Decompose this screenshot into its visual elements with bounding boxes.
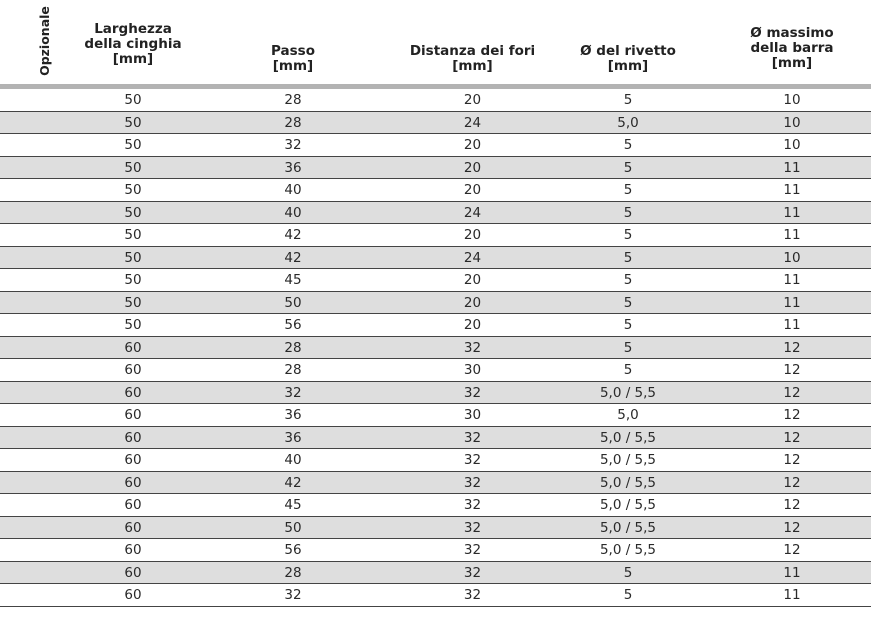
pitch-cell: 45 [284,497,302,513]
max-bar-diameter-cell: 12 [783,407,801,423]
hole-distance-cell: 32 [463,384,482,401]
pitch-cell: 32 [284,137,302,153]
optional-cell [0,202,52,224]
rivet-diameter-cell: 5,0 / 5,5 [599,519,657,536]
header-hole-distance-line1: Distanza dei fori [409,43,536,59]
hole-distance-cell: 20 [463,182,482,198]
table-row [0,427,871,450]
max-bar-diameter-cell: 11 [783,182,801,198]
belt-width-cell: 60 [124,362,142,378]
rivet-diameter-cell: 5 [623,362,633,378]
header-rivet-diameter-line2: [mm] [607,58,649,74]
hole-distance-cell: 32 [463,519,482,536]
belt-width-cell: 60 [124,474,142,491]
max-bar-diameter-cell: 12 [783,384,801,401]
pitch-cell: 56 [284,542,302,558]
rivet-diameter-cell: 5 [623,294,633,311]
pitch-cell: 28 [284,92,302,108]
optional-cell [0,89,52,111]
rivet-diameter-cell: 5 [623,339,633,356]
rivet-diameter-cell: 5,0 / 5,5 [599,429,657,446]
table-row [0,494,871,517]
hole-distance-cell: 30 [463,362,482,378]
header-rivet-diameter [553,44,703,74]
header-belt-width-line3: [mm] [112,51,154,67]
pitch-cell: 42 [284,249,302,266]
optional-cell [0,359,52,381]
max-bar-diameter-cell: 10 [783,249,801,266]
optional-cell [0,472,52,494]
header-pitch-line1: Passo [271,43,315,59]
belt-width-cell: 50 [124,114,142,131]
optional-cell [0,247,52,269]
belt-width-cell: 50 [124,272,142,288]
hole-distance-cell: 20 [463,317,482,333]
rivet-diameter-cell: 5 [623,249,633,266]
optional-cell [0,314,52,336]
header-max-bar-diameter-line3: [mm] [771,55,813,71]
hole-distance-cell: 32 [463,497,482,513]
belt-width-cell: 60 [124,564,142,581]
header-belt-width [58,22,208,67]
hole-distance-cell: 24 [463,114,482,131]
pitch-cell: 28 [284,362,302,378]
table-row [0,584,871,607]
table-row [0,404,871,427]
header-pitch [218,44,368,74]
table-body [0,89,871,607]
header-optional [0,0,52,85]
table-row [0,179,871,202]
hole-distance-cell: 32 [463,429,482,446]
header-max-bar-diameter-line1: Ø massimo [750,25,834,41]
hole-distance-cell: 20 [463,92,482,108]
header-belt-width-line1: Larghezza [94,21,172,37]
max-bar-diameter-cell: 11 [783,564,801,581]
table-row [0,292,871,315]
pitch-cell: 40 [284,204,302,221]
max-bar-diameter-cell: 10 [783,92,801,108]
table-row [0,382,871,405]
pitch-cell: 28 [284,564,302,581]
optional-cell [0,382,52,404]
hole-distance-cell: 30 [463,407,482,423]
belt-width-cell: 50 [124,182,142,198]
table-row [0,337,871,360]
optional-cell [0,134,52,156]
table-row [0,202,871,225]
pitch-cell: 45 [284,272,302,288]
table-row [0,359,871,382]
pitch-cell: 40 [284,182,302,198]
pitch-cell: 50 [284,294,302,311]
belt-width-cell: 60 [124,542,142,558]
rivet-diameter-cell: 5 [623,564,633,581]
table-header [0,0,871,85]
header-pitch-line2: [mm] [272,58,314,74]
table-row [0,314,871,337]
table-row [0,269,871,292]
pitch-cell: 42 [284,227,302,243]
rivet-diameter-cell: 5,0 [617,407,639,423]
max-bar-diameter-cell: 12 [783,474,801,491]
hole-distance-cell: 20 [463,159,482,176]
hole-distance-cell: 20 [463,227,482,243]
max-bar-diameter-cell: 11 [783,204,801,221]
optional-cell [0,449,52,471]
header-rivet-diameter-line1: Ø del rivetto [580,43,676,59]
belt-width-cell: 60 [124,452,142,468]
table-row [0,539,871,562]
optional-cell [0,179,52,201]
rivet-diameter-cell: 5 [623,92,633,108]
rivet-diameter-cell: 5,0 / 5,5 [599,542,657,558]
pitch-cell: 28 [284,114,302,131]
hole-distance-cell: 32 [463,587,482,603]
hole-distance-cell: 32 [463,542,482,558]
belt-width-cell: 50 [124,249,142,266]
hole-distance-cell: 20 [463,294,482,311]
rivet-diameter-cell: 5 [623,272,633,288]
max-bar-diameter-cell: 11 [783,294,801,311]
header-belt-width-line2: della cinghia [84,36,182,52]
header-max-bar-diameter-line2: della barra [750,40,834,56]
rivet-diameter-cell: 5,0 / 5,5 [599,452,657,468]
header-hole-distance [385,44,560,74]
table-row [0,89,871,112]
pitch-cell: 32 [284,384,302,401]
max-bar-diameter-cell: 10 [783,114,801,131]
table-row [0,472,871,495]
hole-distance-cell: 32 [463,564,482,581]
table-row [0,562,871,585]
max-bar-diameter-cell: 12 [783,542,801,558]
rivet-diameter-cell: 5,0 / 5,5 [599,497,657,513]
rivet-diameter-cell: 5,0 [617,114,639,131]
rivet-diameter-cell: 5 [623,137,633,153]
table-row [0,517,871,540]
optional-cell [0,224,52,246]
max-bar-diameter-cell: 10 [783,137,801,153]
optional-cell [0,494,52,516]
optional-cell [0,269,52,291]
belt-width-cell: 60 [124,519,142,536]
belt-width-cell: 50 [124,159,142,176]
rivet-diameter-cell: 5 [623,587,633,603]
max-bar-diameter-cell: 12 [783,519,801,536]
belt-width-cell: 50 [124,204,142,221]
table-row [0,134,871,157]
max-bar-diameter-cell: 12 [783,339,801,356]
rivet-diameter-cell: 5,0 / 5,5 [599,384,657,401]
hole-distance-cell: 32 [463,474,482,491]
table-row [0,449,871,472]
belt-width-cell: 60 [124,497,142,513]
table-row [0,112,871,135]
rivet-diameter-cell: 5,0 / 5,5 [599,474,657,491]
rivet-diameter-cell: 5 [623,182,633,198]
hole-distance-cell: 24 [463,204,482,221]
hole-distance-cell: 20 [463,272,482,288]
header-max-bar-diameter [717,26,867,71]
hole-distance-cell: 20 [463,137,482,153]
hole-distance-cell: 32 [463,339,482,356]
hole-distance-cell: 32 [463,452,482,468]
pitch-cell: 32 [284,587,302,603]
max-bar-diameter-cell: 11 [783,227,801,243]
optional-cell [0,427,52,449]
rivet-diameter-cell: 5 [623,227,633,243]
belt-width-cell: 60 [124,587,142,603]
table-row [0,247,871,270]
belt-width-cell: 60 [124,384,142,401]
pitch-cell: 42 [284,474,302,491]
belt-width-cell: 50 [124,294,142,311]
pitch-cell: 50 [284,519,302,536]
header-optional-label: Opzionale [37,6,52,76]
pitch-cell: 36 [284,429,302,446]
pitch-cell: 40 [284,452,302,468]
optional-cell [0,404,52,426]
optional-cell [0,517,52,539]
max-bar-diameter-cell: 11 [783,272,801,288]
max-bar-diameter-cell: 11 [783,159,801,176]
rivet-diameter-cell: 5 [623,159,633,176]
optional-cell [0,112,52,134]
rivet-diameter-cell: 5 [623,317,633,333]
belt-width-cell: 60 [124,407,142,423]
optional-cell [0,292,52,314]
max-bar-diameter-cell: 12 [783,362,801,378]
table-row [0,157,871,180]
pitch-cell: 56 [284,317,302,333]
belt-width-cell: 50 [124,92,142,108]
pitch-cell: 36 [284,159,302,176]
max-bar-diameter-cell: 11 [783,587,801,603]
pitch-cell: 36 [284,407,302,423]
max-bar-diameter-cell: 11 [783,317,801,333]
pitch-cell: 28 [284,339,302,356]
belt-width-cell: 60 [124,429,142,446]
belt-width-cell: 50 [124,227,142,243]
max-bar-diameter-cell: 12 [783,452,801,468]
max-bar-diameter-cell: 12 [783,497,801,513]
max-bar-diameter-cell: 12 [783,429,801,446]
belt-width-cell: 50 [124,317,142,333]
belt-width-cell: 60 [124,339,142,356]
table-row [0,224,871,247]
optional-cell [0,157,52,179]
hole-distance-cell: 24 [463,249,482,266]
optional-cell [0,584,52,606]
optional-cell [0,337,52,359]
rivet-diameter-cell: 5 [623,204,633,221]
belt-width-cell: 50 [124,137,142,153]
header-hole-distance-line2: [mm] [452,58,493,74]
optional-cell [0,539,52,561]
optional-cell [0,562,52,584]
